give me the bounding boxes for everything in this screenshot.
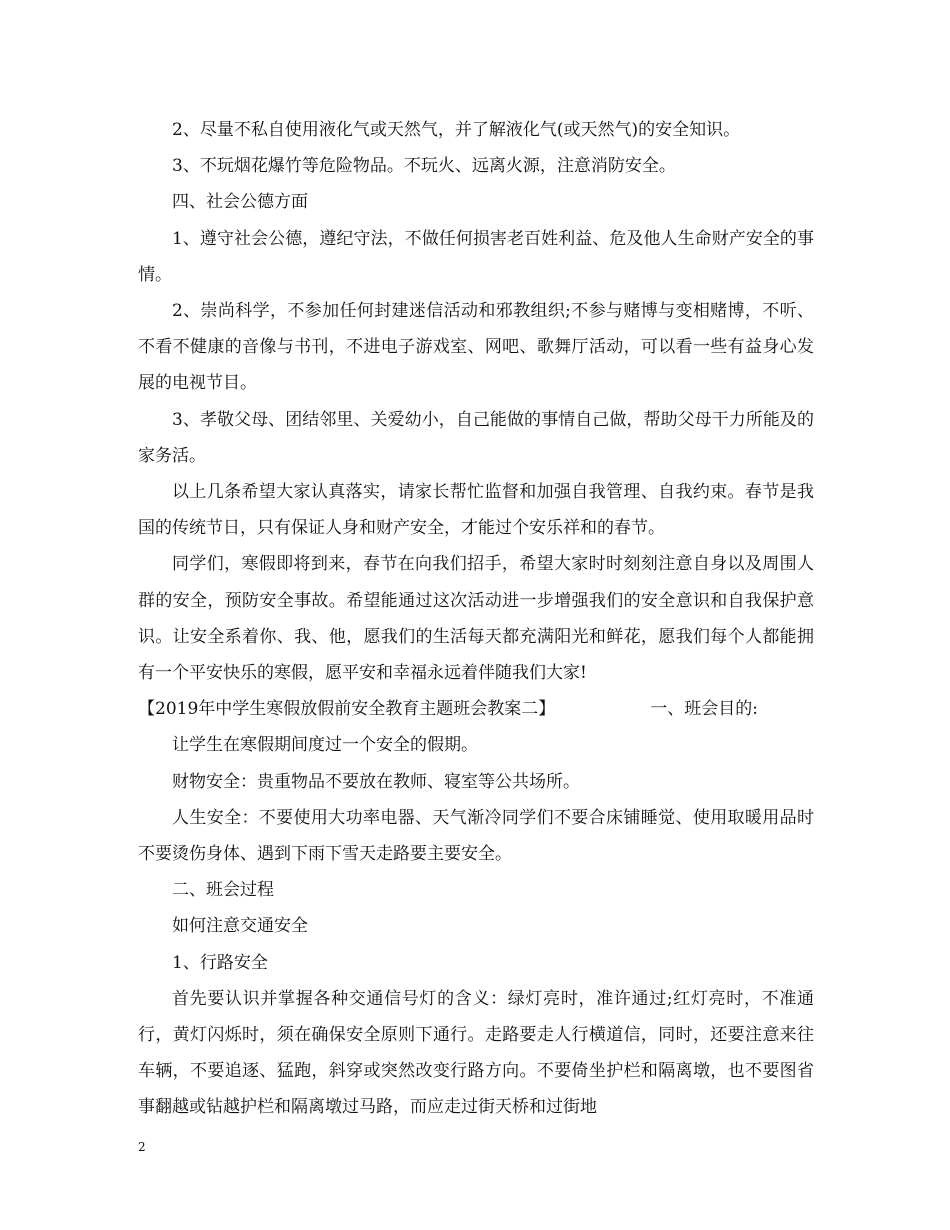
paragraph-6: 3、孝敬父母、团结邻里、关爱幼小，自己能做的事情自己做，帮助父母干力所能及的家务活。 <box>138 409 814 466</box>
page-number: 2 <box>138 1140 146 1154</box>
paragraph-11: 财物安全：贵重物品不要放在教师、寝室等公共场所。 <box>172 771 580 792</box>
paragraph-5: 2、崇尚科学，不参加任何封建迷信活动和邪教组织;不参与赌博与变相赌博，不听、不看不健康的音像与书刊，不进电子游戏室、网吧、歌舞厅活动，可以看一些有益身心发展的电视节目。 <box>138 301 814 394</box>
paragraph-16: 首先要认识并掌握各种交通信号灯的含义：绿灯亮时，准许通过;红灯亮时，不准通行，黄灯闪烁时，须在确保安全原则下通行。走路要走人行横道信，同时，还要注意来往车辆，不要追逐、猛跑，斜穿或突然改变行路方向。不要倚坐护栏和隔离墩，也不要图省事翻越或钻越护栏和隔离墩过马路，而应走过街天桥和过街地 <box>138 988 814 1118</box>
paragraph-8: 同学们，寒假即将到来，春节在向我们招手，希望大家时时刻刻注意自身以及周围人群的安全，预防安全事故。希望能通过这次活动进一步增强我们的安全意识和自我保护意识。让安全系着你、我、他，愿我们的生活每天都充满阳光和鲜花，愿我们每个人都能拥有一个平安快乐的寒假，愿平安和幸福永远着伴随我们大家! <box>138 554 814 684</box>
lesson-plan-subtitle: 一、班会目的: <box>650 699 758 720</box>
paragraph-1: 2、尽量不私自使用液化气或天然气，并了解液化气(或天然气)的安全知识。 <box>172 120 741 140</box>
section-heading-class-process: 二、班会过程 <box>172 880 274 901</box>
paragraph-7: 以上几条希望大家认真落实，请家长帮忙监督和加强自我管理、自我约束。春节是我国的传统节日，只有保证人身和财产安全，才能过个安乐祥和的春节。 <box>138 482 814 539</box>
document-body <box>138 112 814 1126</box>
subheading-traffic-safety: 如何注意交通安全 <box>172 916 308 937</box>
subheading-walking-safety: 1、行路安全 <box>172 952 268 973</box>
paragraph-12: 人生安全：不要使用大功率电器、天气渐冷同学们不要合床铺睡觉、使用取暖用品时不要烫伤身体、遇到下雨下雪天走路要主要安全。 <box>138 807 814 865</box>
paragraph-4: 1、遵守社会公德，遵纪守法，不做任何损害老百姓利益、危及他人生命财产安全的事情。 <box>138 228 814 285</box>
lesson-plan-title: 【2019年中学生寒假放假前安全教育主题班会教案二】 <box>138 699 556 720</box>
lesson-plan-heading <box>138 691 814 727</box>
paragraph-10: 让学生在寒假期间度过一个安全的假期。 <box>172 735 478 756</box>
section-heading-social-ethics: 四、社会公德方面 <box>172 192 308 213</box>
paragraph-2: 3、不玩烟花爆竹等危险物品。不玩火、远离火源，注意消防安全。 <box>172 156 676 177</box>
